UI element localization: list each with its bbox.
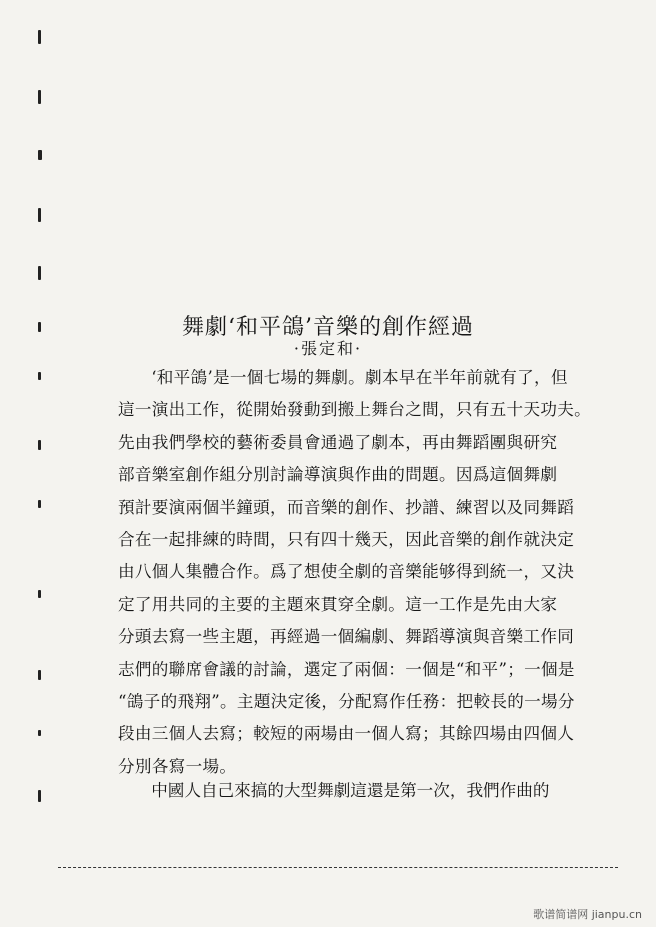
text-line: 分頭去寫一些主題，再經過一個編劇、舞蹈導演與音樂工作同 xyxy=(118,627,575,647)
paragraph-2-first-line: 中國人自己來搞的大型舞劇這還是第一次，我們作曲的 xyxy=(151,781,550,800)
text-line: 由八個人集體合作。爲了想使全劇的音樂能够得到統一，又決 xyxy=(118,562,575,582)
text-line: 這一演出工作，從開始發動到搬上舞台之間，只有五十天功夫。 xyxy=(118,400,592,420)
site-watermark: 歌谱简谱网 jianpu.cn xyxy=(533,908,642,921)
text-line: 部音樂室創作組分別討論導演與作曲的問題。因爲這個舞劇 xyxy=(118,465,558,485)
paragraph-1 xyxy=(118,362,606,783)
text-line: 志們的聯席會議的討論，選定了兩個：一個是“和平”；一個是 xyxy=(118,659,575,679)
page-bottom-rule xyxy=(58,867,618,868)
text-line: ‘和平鴿’是一個七場的舞劇。劇本早在半年前就有了，但 xyxy=(151,368,568,387)
article-author: ·張定和· xyxy=(293,339,363,358)
text-line: 定了用共同的主要的主題來貫穿全劇。這一工作是先由大家 xyxy=(118,594,558,614)
text-line: “鴿子的飛翔”。主題決定後，分配寫作任務：把較長的一場分 xyxy=(118,692,575,712)
text-line: 合在一起排練的時間，只有四十幾天，因此音樂的創作就決定 xyxy=(118,530,575,550)
binding-margin-marks xyxy=(38,30,52,830)
text-line: 預計要演兩個半鐘頭，而音樂的創作、抄譜、練習以及同舞蹈 xyxy=(118,497,575,517)
text-line: 段由三個人去寫；較短的兩場由一個人寫；其餘四場由四個人 xyxy=(118,724,575,744)
article-title: 舞劇‘和平鴿’音樂的創作經過 xyxy=(182,314,474,340)
text-line: 先由我們學校的藝術委員會通過了劇本，再由舞蹈團與研究 xyxy=(118,432,558,452)
text-line: 分別各寫一場。 xyxy=(118,756,237,776)
